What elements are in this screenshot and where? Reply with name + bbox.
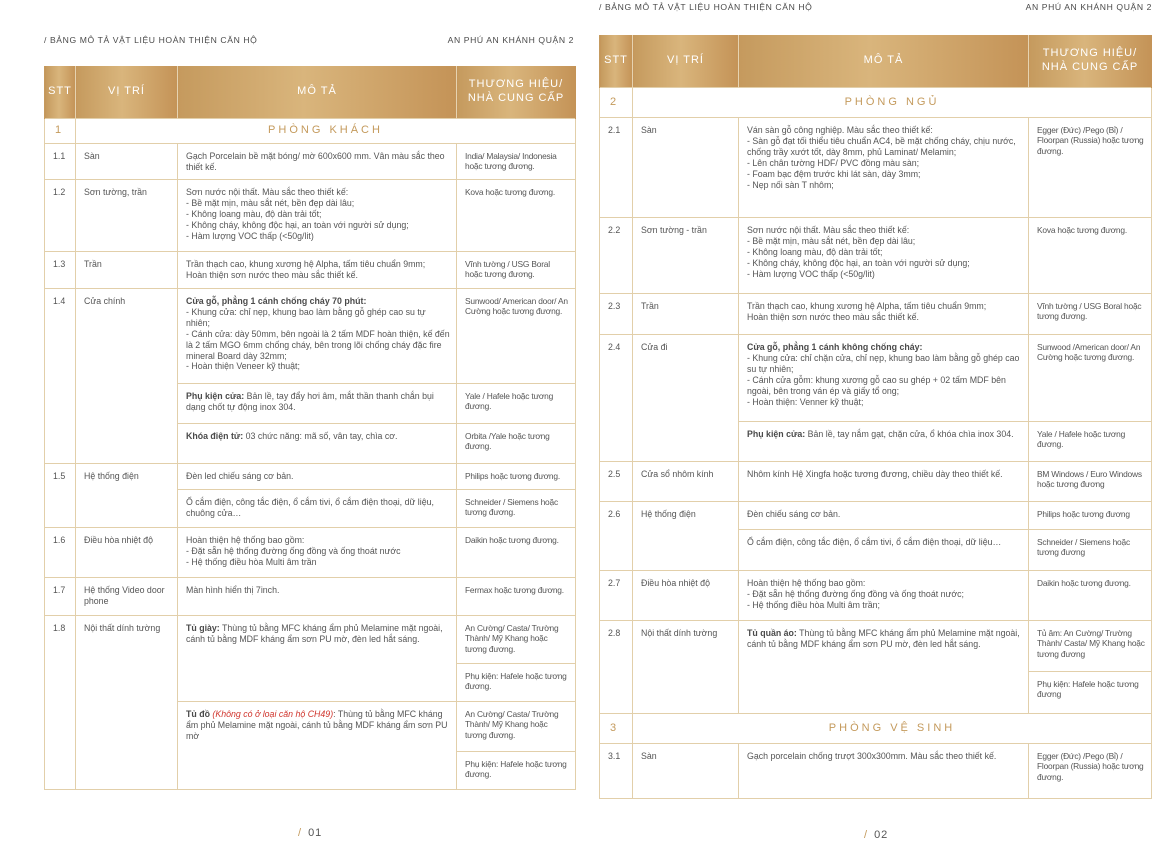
row-location: Hệ thống điện	[76, 464, 178, 528]
row-brand: Daikin hoặc tương đương.	[457, 528, 576, 578]
row-brand: Egger (Đức) /Pego (Bỉ) / Floorpan (Russia) hoặc tương đương.	[1029, 118, 1152, 218]
row-brand: Yale / Hafele hoặc tương đương.	[457, 384, 576, 424]
row-stt: 2.5	[600, 462, 633, 502]
row-brand: Kova hoặc tương đương.	[1029, 218, 1152, 294]
row-stt: 2.8	[600, 621, 633, 714]
row-brand: Fermax hoặc tương đương.	[457, 578, 576, 616]
row-brand: Egger (Đức) /Pego (Bỉ) / Floorpan (Russia) hoặc tương đương.	[1029, 744, 1152, 799]
table-row	[600, 462, 1152, 502]
row-brand: Phụ kiện: Hafele hoặc tương đương.	[457, 752, 576, 790]
section-row	[45, 119, 576, 144]
section-title: PHÒNG NGỦ	[633, 88, 1152, 118]
table-header-row	[45, 66, 576, 119]
row-description: Ổ cắm điện, công tắc điện, ổ cắm tivi, ổ cắm điện thoại, dữ liệu, chuông cửa…	[178, 490, 457, 528]
row-description: Sơn nước nội thất. Màu sắc theo thiết kế: - Bề mặt mịn, màu sắt nét, bền đẹp dài lâu; - Không loang màu, độ dàn trải tốt; - Không cháy, không độc hại, an toàn với người sử dụng; - Hàm lượng VOC thấp (<50g/lit)	[739, 218, 1029, 294]
table-row	[600, 571, 1152, 621]
col-header-stt: STT	[600, 35, 633, 88]
table-row	[45, 252, 576, 289]
row-location: Trần	[633, 294, 739, 335]
row-stt: 2.6	[600, 502, 633, 571]
table-row	[45, 616, 576, 664]
row-brand: Daikin hoặc tương đương.	[1029, 571, 1152, 621]
row-description: Trần thạch cao, khung xương hệ Alpha, tấm tiêu chuẩn 9mm; Hoàn thiện sơn nước theo màu sắc thiết kế.	[739, 294, 1029, 335]
table-row	[45, 180, 576, 252]
row-brand: Phụ kiện: Hafele hoặc tương đương.	[457, 664, 576, 702]
page-2	[585, 0, 1170, 842]
row-location: Sàn	[76, 144, 178, 180]
row-brand: Tủ âm: An Cường/ Trường Thành/ Casta/ Mỹ Khang hoặc tương đương	[1029, 621, 1152, 672]
row-description: Hoàn thiện hệ thống bao gồm: - Đặt sẵn hệ thống đường ống đồng và ống thoát nước; - Hệ thống điều hòa Multi âm trần;	[739, 571, 1029, 621]
row-location: Trần	[76, 252, 178, 289]
row-description: Gạch Porcelain bề mặt bóng/ mờ 600x600 mm. Vân màu sắc theo thiết kế.	[178, 144, 457, 180]
project-name: AN PHÚ AN KHÁNH QUẬN 2	[1025, 2, 1152, 12]
col-header-brand: THƯƠNG HIỆU/ NHÀ CUNG CẤP	[1029, 35, 1152, 88]
row-location: Điều hòa nhiệt độ	[76, 528, 178, 578]
section-row	[600, 88, 1152, 118]
table-row	[600, 621, 1152, 672]
row-brand: Kova hoặc tương đương.	[457, 180, 576, 252]
row-stt: 1.4	[45, 289, 76, 464]
row-brand: Sunwood /American door/ An Cường hoặc tương đương.	[1029, 335, 1152, 422]
table-row	[600, 218, 1152, 294]
row-stt: 3.1	[600, 744, 633, 799]
table-row	[45, 144, 576, 180]
row-stt: 1.8	[45, 616, 76, 790]
row-location: Cửa đi	[633, 335, 739, 462]
row-location: Sàn	[633, 118, 739, 218]
row-description: Hoàn thiện hệ thống bao gồm: - Đặt sẵn hệ thống đường ống đồng và ống thoát nước - Hệ thống điều hòa Multi âm trần	[178, 528, 457, 578]
row-description: Sơn nước nội thất. Màu sắc theo thiết kế: - Bề mặt mịn, màu sắt nét, bền đẹp dài lâu; - Không loang màu, độ dàn trải tốt; - Không cháy, không độc hại, an toàn với người sử dụng; - Hàm lượng VOC thấp (<50g/lit)	[178, 180, 457, 252]
row-description: Nhôm kính Hệ Xingfa hoặc tương đương, chiều dày theo thiết kế.	[739, 462, 1029, 502]
row-stt: 1.6	[45, 528, 76, 578]
table-row	[45, 578, 576, 616]
row-location: Nội thất dính tường	[633, 621, 739, 714]
row-description: Đèn chiếu sáng cơ bản.	[739, 502, 1029, 530]
col-header-location: VỊ TRÍ	[76, 66, 178, 119]
project-name: AN PHÚ AN KHÁNH QUẬN 2	[447, 35, 574, 45]
row-description: Màn hình hiển thị 7inch.	[178, 578, 457, 616]
row-brand: Schneider / Siemens hoặc tương đương	[1029, 530, 1152, 571]
row-brand: Phụ kiện: Hafele hoặc tương đương	[1029, 672, 1152, 714]
table-header-row	[600, 35, 1152, 88]
row-stt: 1.1	[45, 144, 76, 180]
row-stt: 2.7	[600, 571, 633, 621]
page-number: / 01	[298, 827, 323, 839]
row-brand: An Cường/ Casta/ Trường Thành/ Mỹ Khang hoặc tương đương.	[457, 616, 576, 664]
table-row	[600, 744, 1152, 799]
row-description: Trần thạch cao, khung xương hệ Alpha, tấm tiêu chuẩn 9mm; Hoàn thiện sơn nước theo màu sắc thiết kế.	[178, 252, 457, 289]
table-row	[600, 502, 1152, 530]
row-description: Phụ kiện cửa: Bản lề, tay nắm gạt, chặn cửa, ổ khóa chìa inox 304.	[739, 422, 1029, 462]
col-header-location: VỊ TRÍ	[633, 35, 739, 88]
row-location: Hệ thống Video door phone	[76, 578, 178, 616]
row-location: Sơn tường, trần	[76, 180, 178, 252]
section-number: 1	[45, 119, 76, 144]
table-row	[45, 464, 576, 490]
table-row	[600, 335, 1152, 422]
section-number: 2	[600, 88, 633, 118]
row-stt: 1.3	[45, 252, 76, 289]
row-stt: 2.3	[600, 294, 633, 335]
doc-title: / BẢNG MÔ TẢ VẬT LIỆU HOÀN THIỆN CĂN HỘ	[599, 2, 813, 12]
row-description: Cửa gỗ, phẳng 1 cánh không chống cháy: - Khung cửa: chỉ chặn cửa, chỉ nẹp, khung bao làm bằng gỗ ghép cao su tự nhiên; - Cánh cửa gỗm: khung xương gỗ cao su ghép + 02 tấm MDF bên ngoài, bên trong ván ép và giấy tổ ong; - Hoàn thiện: Venner kỹ thuật;	[739, 335, 1029, 422]
row-brand: Yale / Hafele hoặc tương đương.	[1029, 422, 1152, 462]
row-stt: 2.2	[600, 218, 633, 294]
table-row	[45, 528, 576, 578]
table-row	[45, 289, 576, 384]
page-number: / 02	[864, 829, 889, 841]
row-description: Đèn led chiếu sáng cơ bản.	[178, 464, 457, 490]
row-brand: Philips hoặc tương đương	[1029, 502, 1152, 530]
row-location: Sàn	[633, 744, 739, 799]
section-number: 3	[600, 714, 633, 744]
row-stt: 1.5	[45, 464, 76, 528]
row-description: Ván sàn gỗ công nghiệp. Màu sắc theo thiết kế: - Sàn gỗ đạt tối thiểu tiêu chuẩn AC4, bề mặt chống cháy, chịu nước, chống trầy xướt tốt, dày 8mm, phủ Laminat/ Melamin; - Lên chân tường HDF/ PVC đồng màu sàn; - Foam bạc đệm trước khi lát sàn, dày 3mm; - Nẹp nối sàn T nhôm;	[739, 118, 1029, 218]
spec-table	[599, 35, 1152, 799]
row-description: Ổ cắm điện, công tắc điện, ổ cắm tivi, ổ cắm điện thoại, dữ liệu…	[739, 530, 1029, 571]
row-location: Cửa sổ nhôm kính	[633, 462, 739, 502]
row-stt: 1.2	[45, 180, 76, 252]
row-brand: Philips hoặc tương đương.	[457, 464, 576, 490]
row-brand: Vĩnh tường / USG Boral hoặc tương đương.	[1029, 294, 1152, 335]
section-title: PHÒNG KHÁCH	[76, 119, 576, 144]
row-brand: Orbita /Yale hoặc tương đương.	[457, 424, 576, 464]
row-location: Nội thất dính tường	[76, 616, 178, 790]
row-description: Khóa điện tử: 03 chức năng: mã số, vân tay, chìa cơ.	[178, 424, 457, 464]
col-header-stt: STT	[45, 66, 76, 119]
col-header-brand: THƯƠNG HIỆU/ NHÀ CUNG CẤP	[457, 66, 576, 119]
doc-title: / BẢNG MÔ TẢ VẬT LIỆU HOÀN THIỆN CĂN HỘ	[44, 35, 258, 45]
row-description: Tủ đồ (Không có ở loại căn hộ CH49): Thùng tủ bằng MFC kháng ẩm phủ Melamine mặt ngoài, cánh tủ bằng MDF kháng ẩm sơn PU mờ	[178, 702, 457, 790]
table-row	[600, 294, 1152, 335]
row-brand: Schneider / Siemens hoặc tương đương.	[457, 490, 576, 528]
spec-table	[44, 66, 576, 790]
row-description: Tủ quần áo: Thùng tủ bằng MFC kháng ẩm phủ Melamine mặt ngoài, cánh tủ bằng MDF kháng ẩm sơn PU mờ, đèn led hắt sáng.	[739, 621, 1029, 714]
row-description: Cửa gỗ, phẳng 1 cánh chống cháy 70 phút: - Khung cửa: chỉ nẹp, khung bao làm bằng gỗ ghép cao su tự nhiên; - Cánh cửa: dày 50mm, bên ngoài là 2 tấm MDF hoàn thiện, kế đến là 2 tấm MGO 6mm chống cháy, bên trong lõi chống cháy đặc fire mineral Board dày 32mm; - Hoàn thiện Veneer kỹ thuật;	[178, 289, 457, 384]
row-brand: Sunwood/ American door/ An Cường hoặc tương đương.	[457, 289, 576, 384]
table-row	[600, 118, 1152, 218]
col-header-description: MÔ TẢ	[178, 66, 457, 119]
row-brand: An Cường/ Casta/ Trường Thành/ Mỹ Khang hoặc tương đương.	[457, 702, 576, 752]
section-row	[600, 714, 1152, 744]
row-location: Sơn tường - trần	[633, 218, 739, 294]
row-brand: India/ Malaysia/ Indonesia hoặc tương đương.	[457, 144, 576, 180]
row-stt: 2.1	[600, 118, 633, 218]
row-location: Hệ thống điện	[633, 502, 739, 571]
row-description: Tủ giày: Thùng tủ bằng MFC kháng ẩm phủ Melamine mặt ngoài, cánh tủ bằng MDF kháng ẩm sơn PU mờ, đèn led hắt sáng.	[178, 616, 457, 702]
row-location: Điều hòa nhiệt độ	[633, 571, 739, 621]
row-brand: Vĩnh tường / USG Boral hoặc tương đương.	[457, 252, 576, 289]
row-brand: BM Windows / Euro Windows hoặc tương đương	[1029, 462, 1152, 502]
row-stt: 2.4	[600, 335, 633, 462]
row-description: Gạch porcelain chống trượt 300x300mm. Màu sắc theo thiết kế.	[739, 744, 1029, 799]
section-title: PHÒNG VỆ SINH	[633, 714, 1152, 744]
row-location: Cửa chính	[76, 289, 178, 464]
col-header-description: MÔ TẢ	[739, 35, 1029, 88]
row-stt: 1.7	[45, 578, 76, 616]
row-description: Phụ kiện cửa: Bản lề, tay đẩy hơi âm, mắt thần thanh chắn bụi dạng chốt tự động inox 304.	[178, 384, 457, 424]
